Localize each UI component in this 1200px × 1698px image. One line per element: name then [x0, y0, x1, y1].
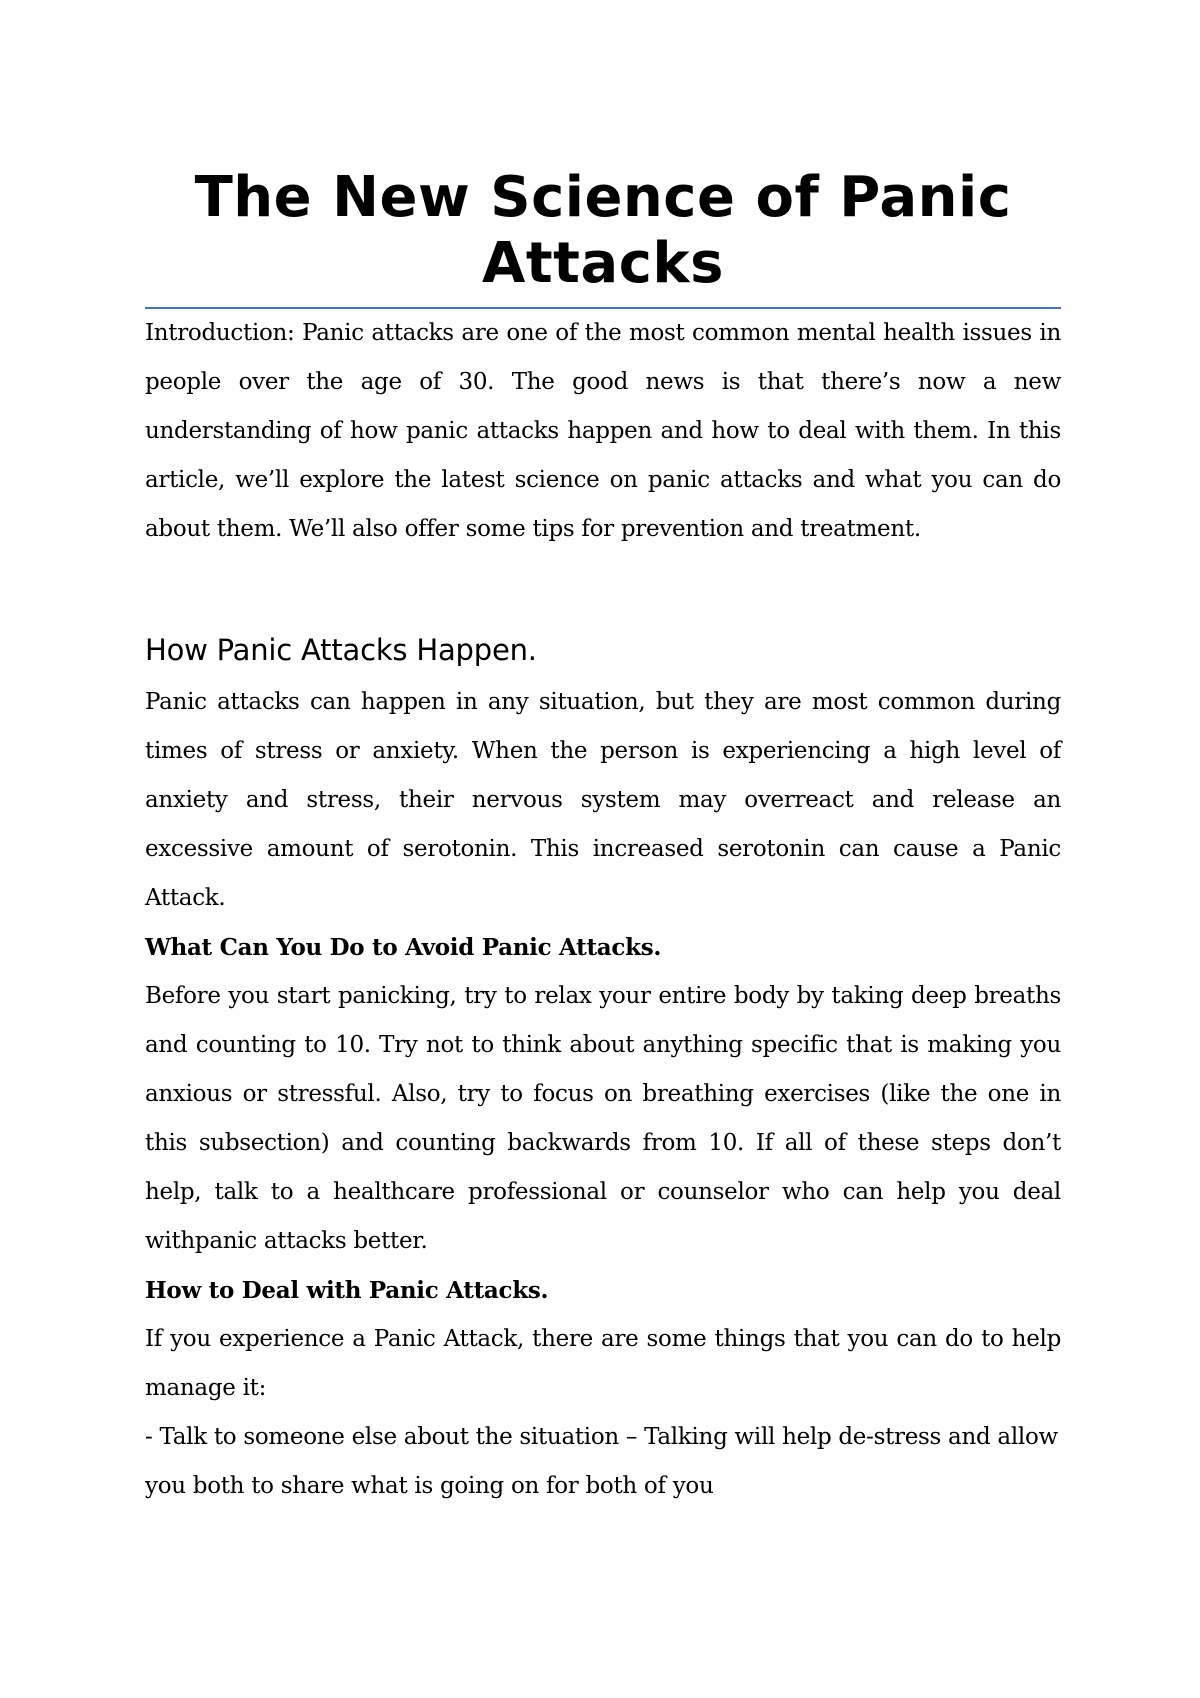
section-heading-how-panic-attacks-happen: How Panic Attacks Happen.	[145, 633, 537, 667]
section-paragraph-deal-with-panic-attacks: If you experience a Panic Attack, there are some things that you can do to help manage it:	[145, 1326, 1061, 1401]
section-paragraph-how-panic-attacks-happen: Panic attacks can happen in any situation, but they are most common during times of stress or anxiety. When the person is experiencing a high level of anxiety and stress, their nervous system may overreact and release an excessive amount of serotonin. This increased serotonin can cause a Panic Attack.	[145, 689, 1061, 911]
section-paragraph-avoid-panic-attacks: Before you start panicking, try to relax your entire body by taking deep breaths and counting to 10. Try not to think about anything specific that is making you anxious or stressful. Also, try to focus on breathing exercises (like the one in this subsection) and counting backwards from 10. If all of these steps don’t help, talk to a healthcare professional or counselor who can help you deal withpanic attacks better.	[145, 983, 1061, 1254]
document-body	[145, 165, 1061, 1511]
section-heading-avoid-panic-attacks: What Can You Do to Avoid Panic Attacks.	[145, 934, 662, 961]
intro-paragraph: Introduction: Panic attacks are one of the most common mental health issues in people over the age of 30. The good news is that there’s now a new understanding of how panic attacks happen and how to deal with them. In this article, we’ll explore the latest science on panic attacks and what you can do about them. We’ll also offer some tips for prevention and treatment.	[145, 320, 1061, 542]
list-item: - Talk to someone else about the situation – Talking will help de-stress and allow you both to share what is going on for both of you	[145, 1424, 1058, 1499]
document-title: The New Science of Panic Attacks	[194, 165, 1012, 296]
section-heading-deal-with-panic-attacks: How to Deal with Panic Attacks.	[145, 1277, 549, 1304]
